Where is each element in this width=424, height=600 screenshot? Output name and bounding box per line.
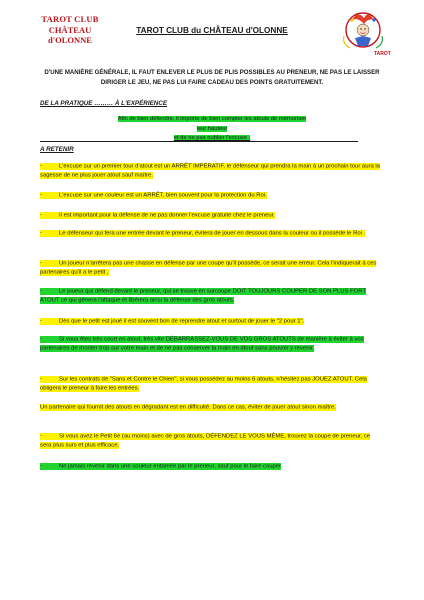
rule-item-text: - Si vous avez le Petit 6e (au moins) avec de gros atouts, DÉFENDEZ LE VOUS MÊME, trouvez la coupe de preneur, ce sera plus surs et plus efficace.: [40, 433, 371, 449]
rule-bullet-dash: -: [40, 192, 42, 198]
rule-bullet-dash: -: [40, 433, 42, 439]
section-heading-practice: [40, 100, 167, 107]
rule-item: [40, 317, 380, 326]
rule-item-text: - Un joueur n'arrêtera pas une chasse en défense par une coupe qu'il possède, ce serait une erreur. Cela l'indiquerait à ces partenaires qu'il a le petit ,: [40, 260, 377, 276]
page-title-text: TAROT CLUB du CHÂTEAU d'OLONNE: [136, 26, 288, 35]
section-heading-remember: [40, 146, 74, 153]
rule-bullet-dash: -: [40, 230, 42, 236]
rule-item-text: - Le joueur qui défend devant le preneur, qui se trouve en surcoupe DOIT TOUJOURS COUPER DE SON PLUS FORT ATOUT ce qui gênera l'attaque et libérera ainsi la défense des gros atouts.: [40, 288, 367, 304]
rule-item-text: - Ne jamais revenir dans une couleur entamée par le preneur, sauf pour le faire couper: [40, 463, 281, 470]
right-logo-text: TAROT: [374, 51, 391, 57]
rule-item: [40, 403, 380, 412]
intro-paragraph: [36, 68, 388, 88]
rule-bullet-dash: -: [40, 288, 42, 294]
rule-bullet-dash: -: [40, 163, 42, 169]
intro-line-1: D'UNE MANIÈRE GÉNÉRALE, IL FAUT ENLEVER LE PLUS DE PLIS POSSIBLES AU PRENEUR, NE PAS LE LAISSER: [44, 69, 380, 76]
rule-item: [40, 462, 380, 471]
rule-item: [40, 259, 380, 278]
rule-item-text: - Il est important pour la défense de ne pas donner l'excuse gratuite chez le preneur.: [40, 212, 275, 219]
rule-item-text: - Si vous êtes très court en atout, très vite DÉBARRASSEZ-VOUS DE VOS GROS ATOUTS de manière à éviter à vos partenaires de monter trop sur votre main et de ne pas conserver la main en atout sans pouvoir y revenir.: [40, 336, 364, 352]
tip-line-2: et de ne pas oublier l'excuse .: [173, 135, 251, 141]
tip-box: [114, 115, 310, 144]
rule-item: [40, 229, 380, 238]
rule-item: [40, 287, 380, 306]
rule-item-text: - Dès que le petit est joué il est souvent bon de reprendre atout et surtout de jouer le "2 pour 1".: [40, 318, 304, 325]
rule-bullet-dash: -: [40, 336, 42, 342]
rule-item: [40, 375, 380, 394]
divider-line: [40, 141, 358, 142]
rule-bullet-dash: -: [40, 318, 42, 324]
rule-item: [40, 335, 380, 354]
rule-item-text: - Sur les contrats de "Sans et Contre le Chien", si vous possédez au moins 6 atouts, n'hésitez pas JOUEZ ATOUT. Cela obligera le preneur à faire les entrées.: [40, 376, 367, 392]
logo-line-1: TAROT CLUB: [41, 14, 99, 24]
jester-logo-icon: [338, 8, 391, 60]
logo-line-2: CHÂTEAU d'OLONNE: [48, 25, 92, 45]
rule-item: [40, 432, 380, 451]
rule-item: [40, 162, 380, 181]
intro-line-2: DIRIGER LE JEU, NE PAS LUI FAIRE CADEAU DES POINTS GRATUITEMENT.: [100, 79, 324, 86]
rule-item: [40, 211, 380, 220]
rule-item-text: - L'excuse sur un premier tour d'atout est un ARRÊT IMPÉRATIF, le défenseur qui prendra la main à un prochain tour aura la sagesse de ne plus jouer atout sauf maître.: [40, 163, 380, 179]
tip-line-1: Afin de bien défendre, il importe de bien compter les atouts de mémoriser leur hauteur: [117, 116, 307, 132]
rule-bullet-dash: -: [40, 376, 42, 382]
rule-item: [40, 191, 380, 200]
rule-item-text: - L'excuse sur une couleur est un ARRÊT, bien souvent pour la protection du Roi.: [40, 192, 267, 199]
rule-item-text: - Le défenseur qui fera une entrée devant le preneur, évitera de jouer en dessous dans la couleur ou il possède le Roi .: [40, 230, 365, 237]
section-remember-text: A RETENIR: [40, 146, 74, 153]
rule-bullet-dash: -: [40, 463, 42, 469]
rule-bullet-dash: -: [40, 212, 42, 218]
section-practice-text: DE LA PRATIQUE ……… À L'EXPÉRIENCE: [40, 100, 168, 107]
rule-bullet-dash: -: [40, 260, 42, 266]
rule-item-text: Un partenaire qui fournit des atouts en dégradant est en difficulté. Dans ce cas, éviter de jouer atout sinon maître.: [40, 404, 336, 410]
